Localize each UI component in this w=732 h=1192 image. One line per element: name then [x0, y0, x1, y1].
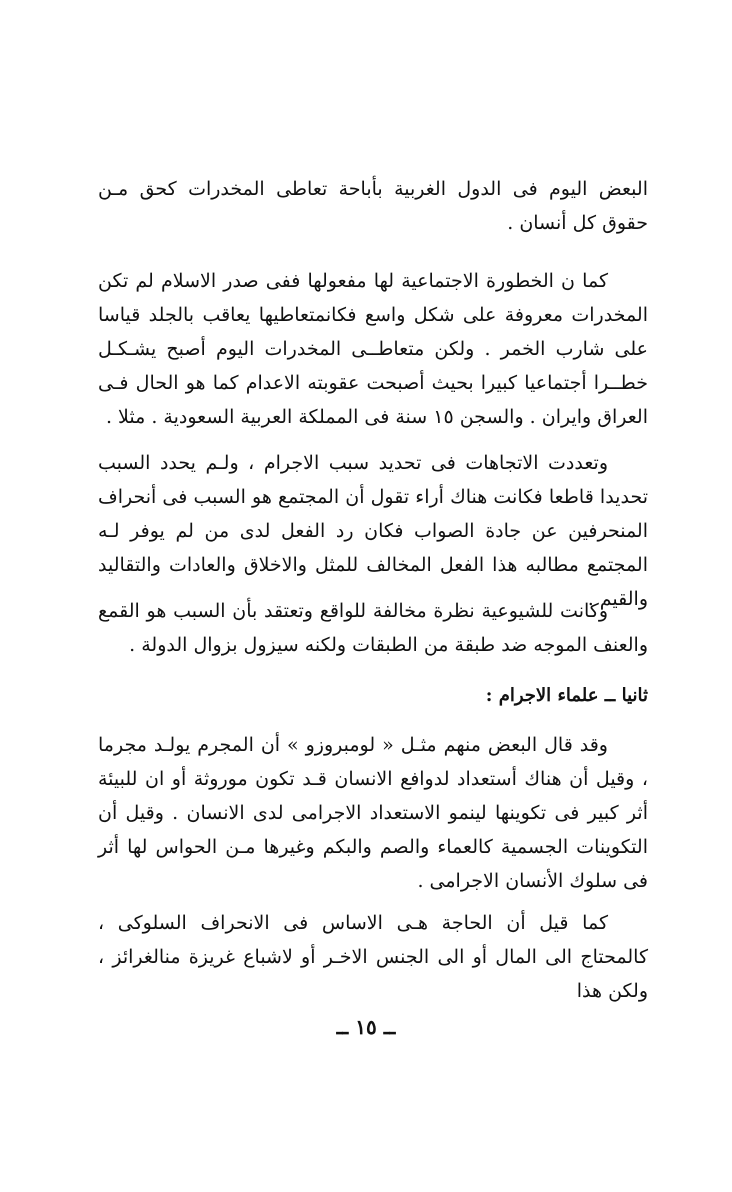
paragraph-4: وكانت للشيوعية نظرة مخالفة للواقع وتعتقد بأن السبب هو القمع والعنف الموجه ضد طبقة من الطبقات ولكنه سيزول بزوال الدولة .: [98, 600, 648, 656]
paragraph-1: البعض اليوم فى الدول الغربية بأباحة تعاطى المخدرات كحق مـن حقوق كل أنسان .: [98, 178, 648, 234]
paragraph-5: وقد قال البعض منهم مثـل « لومبروزو » أن المجرم يولـد مجرما ، وقيل أن هناك أستعداد لدوافع الانسان قـد تكون موروثة أو ان للبيئة أثر كبير فى تكوينها لينمو الاستعداد الاجرامى لدى الانسان . وقيل أن التكوينات الجسمية كالعماء والصم والبكم وغيرها مـن الحواس لها أثر فى سلوك الأنسان الاجرامى .: [98, 734, 648, 892]
paragraph-3: وتعددت الاتجاهات فى تحديد سبب الاجرام ، ولـم يحدد السبب تحديدا قاطعا فكانت هناك أراء تقول أن المجتمع هو السبب فى أنحراف المنحرفين عن جادة الصواب فكان رد الفعل لدى من لم يوفر لـه المجتمع مطالبه هذا الفعل المخالف للمثل والاخلاق والعادات والتقاليد والقيم .: [98, 452, 648, 610]
page-number: ــ ١٥ ــ: [336, 1015, 396, 1039]
paragraph-6: كما قيل أن الحاجة هـى الاساس فى الانحراف السلوكى ، كالمحتاج الى المال أو الى الجنس الاخـر أو لاشباع غريزة منالغرائز ، ولكن هذا: [98, 912, 648, 1002]
paragraph-2: كما ن الخطورة الاجتماعية لها مفعولها ففى صدر الاسلام لم تكن المخدرات معروفة على شكل واسع فكانمتعاطيها يعاقب بالجلد قياسا على شارب الخمر . ولكن متعاطــى المخدرات اليوم أصبح يشـكـل خطــرا أجتماعيا كبيرا بحيث أصبحت عقوبته الاعدام كما هو الحال فـى العراق وايران . والسجن ١٥ سنة فى المملكة العربية السعودية . مثلا .: [98, 270, 648, 428]
section-heading: ثانيا ــ علماء الاجرام :: [485, 685, 648, 706]
